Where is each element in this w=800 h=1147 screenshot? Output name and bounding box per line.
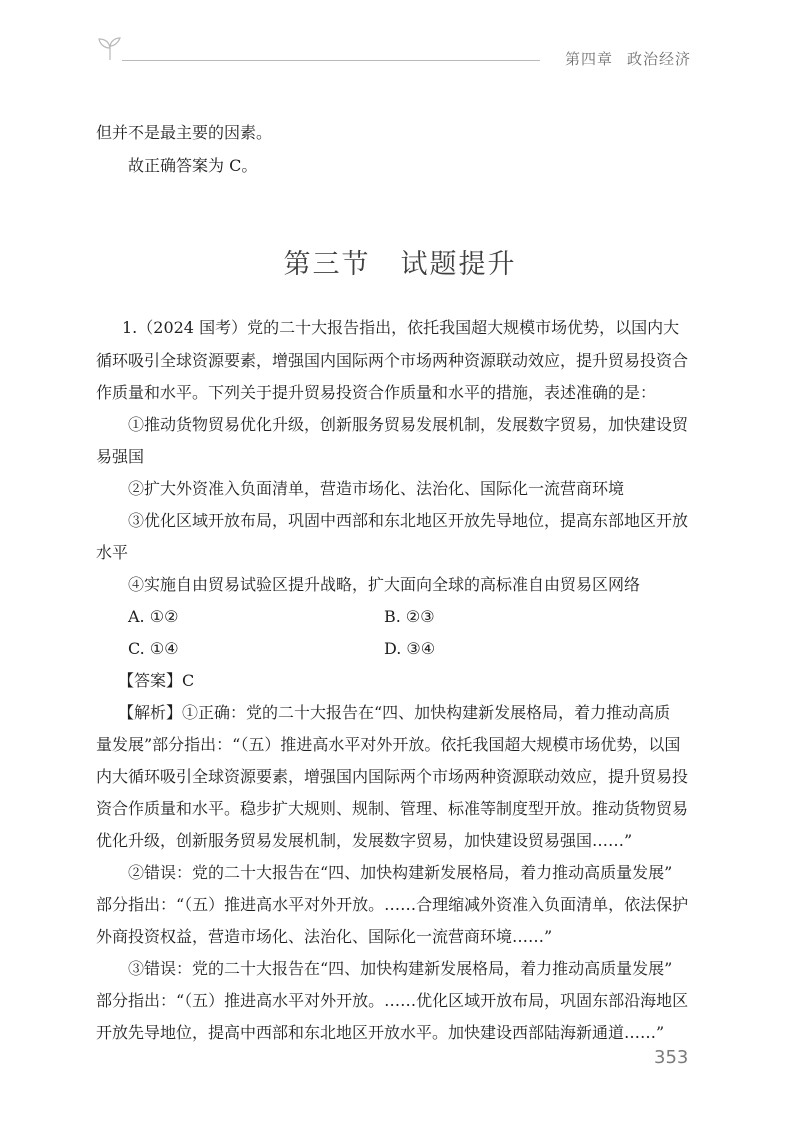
chapter-subject: 政治经济 (627, 50, 692, 68)
explanation-text: 量发展”部分指出：“（五）推进高水平对外开放。依托我国超大规模市场优势，以国 (96, 735, 681, 754)
explanation-text: 外商投资权益，营造市场化、法治化、国际化一流营商环境……” (96, 927, 553, 946)
explanation-text: 部分指出：“（五）推进高水平对外开放。……优化区域开放布局，巩固东部沿海地区 (96, 991, 689, 1010)
explanation-text: 部分指出：“（五）推进高水平对外开放。……合理缩减外资准入负面清单，依法保护 (96, 895, 689, 914)
sprout-icon (96, 34, 124, 62)
explanation-text: ③错误：党的二十大报告在“四、加快构建新发展格局，着力推动高质量发展” (128, 959, 673, 978)
option-c: C. ①④ (128, 639, 179, 658)
explanation-text: 【解析】①正确：党的二十大报告在“四、加快构建新发展格局，着力推动高质 (118, 703, 671, 722)
explanation-text: 开放先导地位，提高中西部和东北地区开放水平。加快建设西部陆海新通道……” (96, 1023, 665, 1042)
explanation-text: 优化升级，创新服务贸易发展机制，发展数字贸易，加快建设贸易强国……” (96, 831, 633, 850)
explanation-text: 资合作质量和水平。稳步扩大规则、规制、管理、标准等制度型开放。推动货物贸易 (96, 799, 689, 818)
question-text: 作质量和水平。下列关于提升贸易投资合作质量和水平的措施，表述准确的是： (96, 383, 657, 402)
question-text: 循环吸引全球资源要素，增强国内国际两个市场两种资源联动效应，提升贸易投资合 (96, 351, 689, 370)
running-head (565, 48, 691, 69)
section-number: 第三节 (283, 249, 371, 280)
chapter-label: 第四章 (565, 50, 614, 68)
section-name: 试题提升 (400, 249, 517, 280)
statement-1: ①推动货物贸易优化升级，创新服务贸易发展机制，发展数字贸易，加快建设贸 (128, 415, 689, 434)
statement-3: ③优化区域开放布局，巩固中西部和东北地区开放先导地位，提高东部地区开放 (128, 511, 689, 530)
section-title (0, 242, 800, 281)
option-b: B. ②③ (384, 607, 435, 626)
page-header (0, 0, 800, 80)
page-number: 353 (654, 1047, 689, 1068)
option-a: A. ①② (128, 607, 179, 626)
statement-3: 水平 (96, 543, 129, 562)
option-d: D. ③④ (384, 639, 436, 658)
statement-4: ④实施自由贸易试验区提升战略，扩大面向全球的高标准自由贸易区网络 (128, 575, 641, 594)
answer-line: 【答案】C (118, 671, 195, 690)
explanation-text: 内大循环吸引全球资源要素，增强国内国际两个市场两种资源联动效应，提升贸易投 (96, 767, 689, 786)
statement-2: ②扩大外资准入负面清单，营造市场化、法治化、国际化一流营商环境 (128, 479, 625, 498)
text-line: 但并不是最主要的因素。 (96, 123, 273, 142)
statement-1: 易强国 (96, 447, 145, 466)
question-text: 1.（2024 国考）党的二十大报告指出，依托我国超大规模市场优势，以国内大 (122, 318, 680, 337)
explanation-text: ②错误：党的二十大报告在“四、加快构建新发展格局，着力推动高质量发展” (128, 863, 673, 882)
header-rule (122, 60, 540, 61)
text-line: 故正确答案为 C。 (128, 156, 258, 175)
